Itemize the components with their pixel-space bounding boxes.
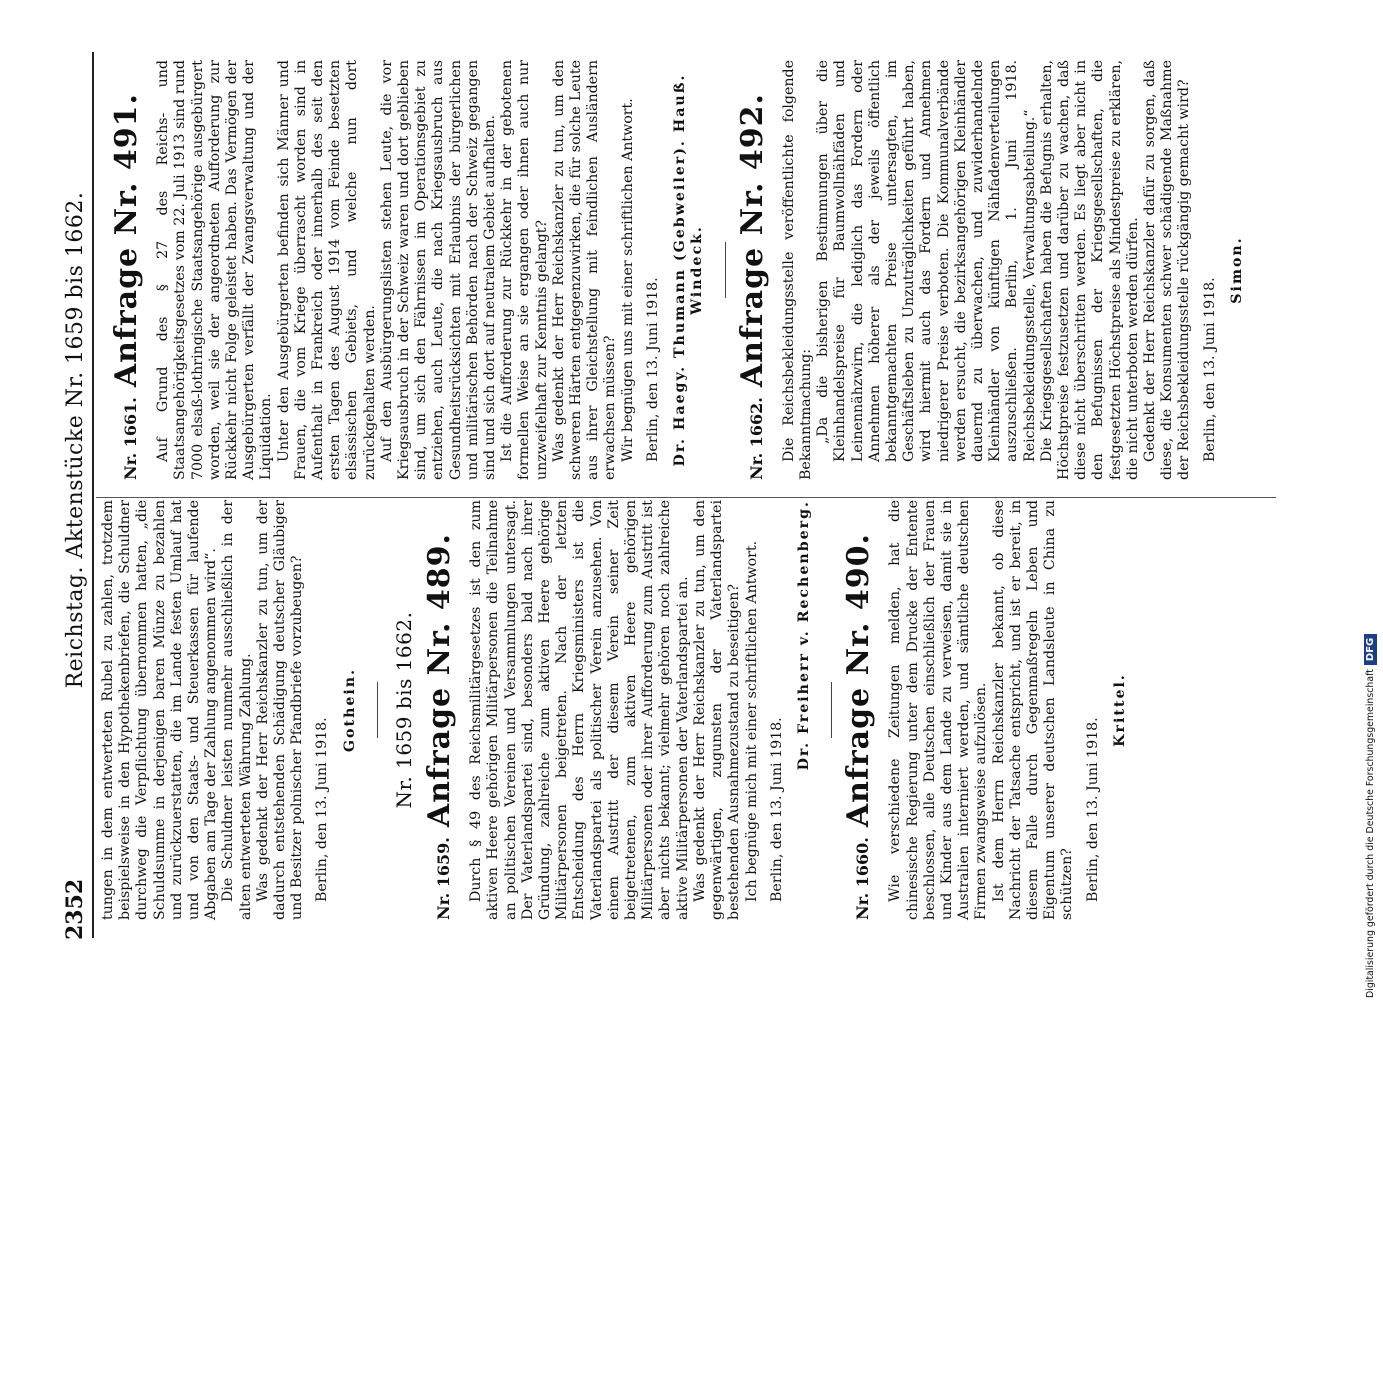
anfrage-heading-491 [109,60,144,480]
question-paragraph: Was gedenkt der Herr Reichskanzler zu tun, um der dadurch entstehenden Schädigung deutscher Gläubiger und Besitzer polnischer Pfandbriefe vorzubeugen? [254,500,306,920]
anfrage-title: Anfrage Nr. 489. [422,532,458,828]
separator-rule [377,682,378,738]
date-line: Berlin, den 13. Juni 1918. [768,717,785,902]
quoted-announcement: „Da die bisherigen Bestimmungen über die Kleinhandelspreise für Baumwollnähfäden und Leinennähzwirn, die lediglich das Fordern oder Annehmen höherer als der jeweils öffentlich bekanntgemachten Preise untersagten, im Geschäftsleben zu Unzuträglichkeiten geführt haben, wird hiermit auch das Fordern und Annehmen niedrigerer Preise verboten. Die Kommunalverbände werden ersucht, die bezirksangehörigen Kleinhändler dauernd zu überwachen, und zuwiderhandelnde Kleinhändler von künftigen Nähfadenverteilungen auszuschließen. Berlin, 1. Juni 1918. Reichsbekleidungsstelle, Verwaltungsabteilung.“ [815,60,1038,462]
date-line: Berlin, den 13. Juni 1918. [314,717,331,902]
anfrage-title: Anfrage Nr. 492. [734,92,770,388]
separator-rule [831,682,832,738]
question-paragraph: Gedenkt der Herr Reichskanzler dafür zu sorgen, daß diese, die Konsumenten schwer schädigende Maßnahme der Reichsbekleidungsstelle rückgängig gemacht wird? [1141,60,1193,480]
paragraph: Unter den Ausgebürgerten befinden sich Männer und Frauen, die vom Kriege überrascht worden sind in Aufenthalt in Frankreich oder innerhalb des seit den ersten Tagen des August 1914 vom Feinde besetzten elsässischen Gebiets, und welche nun dort zurückgehalten werden. [275,60,378,480]
paragraph: Durch § 49 des Reichsmilitärgesetzes ist den zum aktiven Heere gehörigen Militärpersonen die Teilnahme an politischen Vereinen und Versammlungen untersagt. Der Vaterlandspartei sind, besonders bald nach ihrer Gründung, zahlreiche zum aktiven Heere gehörige Militärpersonen beigetreten. Nach der letzten Entscheidung des Herrn Kriegsministers ist die Vaterlandspartei als politischer Verein anzusehen. Von einem Austritt der diesem Verein seiner Zeit beigetretenen, zum aktiven Heere gehörigen Militärpersonen oder ihrer Aufforderung zum Austritt ist aber nichts bekannt; vielmehr gehören noch zahlreiche aktive Militärpersonen der Vaterlandspartei an. [468,500,691,920]
running-head-title: Reichstag. Aktenstücke Nr. 1659 bis 1662. [63,191,88,689]
paragraph: Die Kriegsgesellschaften haben die Befugnis erhalten, Höchstpreise festzusetzen und darüber zu wachen, daß diese nicht überschritten werden. Es liegt aber nicht in den Befugnissen der Kriegsgesellschaften, die festgesetzten Höchstpreise als Mindestpreise zu erklären, die nicht unterboten werden dürfen. [1038,60,1141,480]
date-line: Berlin, den 13. Juni 1918. [644,277,661,462]
signature: Simon. [1228,236,1245,304]
column-divider [96,497,1276,498]
document-number: Nr. 1661. [121,397,140,480]
signature: Dr. Freiherr v. Rechenberg. [795,500,812,771]
paragraph: Die Reichsbekleidungsstelle veröffentlichte folgende Bekanntmachung: [780,60,814,480]
running-header [62,50,94,940]
paragraph: Wie verschiedene Zeitungen melden, hat die chinesische Regierung unter dem Drucke der Entente beschlossen, alle Deutschen einschließlich der Frauen und Kinder aus dem Lande zu verweisen, damit sie in Australien interniert werden, und sämtliche deutschen Firmen zwangsweise aufzulösen. [887,500,990,920]
anfrage-heading-489 [422,500,458,920]
signature: Dr. Haegy. Thumann (Gebweiler). Hauß. Windeck. [672,73,706,467]
paragraph: Die Schuldner leisten nunmehr ausschließlich in der alten entwerteten Währung Zahlung. [220,500,254,920]
question-paragraph: Was gedenkt der Herr Reichskanzler zu tun, um den gegenwärtigen, zugunsten der Vaterlandspartei bestehenden Ausnahmezustand zu beseitigen? [691,500,743,920]
paragraph: Ist die Aufforderung zur Rückkehr in der gebotenen formellen Weise an sie ergangen oder ihnen auch nur unzweifelhaft zur Kenntnis gelangt? [499,60,550,480]
paragraph: Auf Grund des § 27 des Reichs- und Staatsangehörigkeitsgesetzes vom 22. Juli 1913 sind rund 7000 elsaß-lothringische Staatsangehörige ausgebürgert worden, weil sie der angeordneten Aufforderung zur Rückkehr nicht Folge geleistet haben. Das Vermögen der Ausgebürgerten verfällt der Zwangsverwaltung und der Liquidation. [155,60,275,480]
right-column [100,60,1250,480]
paragraph: Auf den Ausbürgerungslisten stehen Leute, die vor Kriegsausbruch in der Schweiz waren und dort geblieben sind, um sich den Fährnissen im Operationsgebiet zu entziehen, auch Leute, die nach Kriegsausbruch aus Gesundheitsrücksichten mit Erlaubnis der bürgerlichen und militärischen Behörden nach der Schweiz gegangen sind und sich dort auf neutralem Gebiet aufhalten. [378,60,499,480]
paragraph: tungen in dem entwerteten Rubel zu zahlen, trotzdem beispielsweise in den Hypothekenbriefen, die Schuldner durchweg die Verpflichtung übernommen hatten, „die Schuldsumme in derjenigen baren Münze zu bezahlen und zurückzuerstatten, die im Lande festen Umlauf hat und von den Staats- und Steuerkassen für laufende Abgaben am Tage der Zahlung angenommen wird“. [100,500,220,920]
question-paragraph: Ist dem Herrn Reichskanzler bekannt, ob diese Nachricht der Tatsache entspricht, und ist er bereit, in diesem Falle durch Gegenmaßregeln Leben und Eigentum unserer deutschen Landsleute in China zu schützen? [990,500,1076,920]
funding-note: Digitalisierung gefördert durch die Deutsche Forschungsgemeinschaft [1364,669,1376,998]
section-range-heading: Nr. 1659 bis 1662. [391,611,416,809]
document-number: Nr. 1662. [746,397,766,480]
document-number: Nr. 1659. [434,837,454,920]
left-column [100,500,1133,920]
date-line: Berlin, den 13. Juni 1918. [1084,717,1101,902]
question-paragraph: Was gedenkt der Herr Reichskanzler zu tun, um den schweren Härten entgegenzuwirken, die für solche Leute aus ihrer Gleichstellung mit feindlichen Ausländern erwachsen müssen? [550,60,619,480]
anfrage-heading-492 [734,60,770,480]
answer-request: Wir begnügen uns mit einer schriftlichen Antwort. [619,98,636,462]
page-number: 2352 [62,878,88,940]
signature: Krittel. [1111,673,1128,747]
date-line: Berlin, den 13. Juni 1918. [1201,277,1218,462]
header-rule [92,52,94,938]
dfg-logo: DFG [1364,634,1377,665]
anfrage-title: Anfrage Nr. 490. [841,532,877,828]
document-number: Nr. 1660. [853,837,873,920]
anfrage-heading-490 [841,500,877,920]
anfrage-title: Anfrage Nr. 491. [109,92,144,388]
signature: Gothein. [341,667,358,753]
separator-rule [725,242,726,298]
digitization-margin-note [1358,8,1382,998]
answer-request: Ich begnüge mich mit einer schriftlichen Antwort. [743,540,760,902]
